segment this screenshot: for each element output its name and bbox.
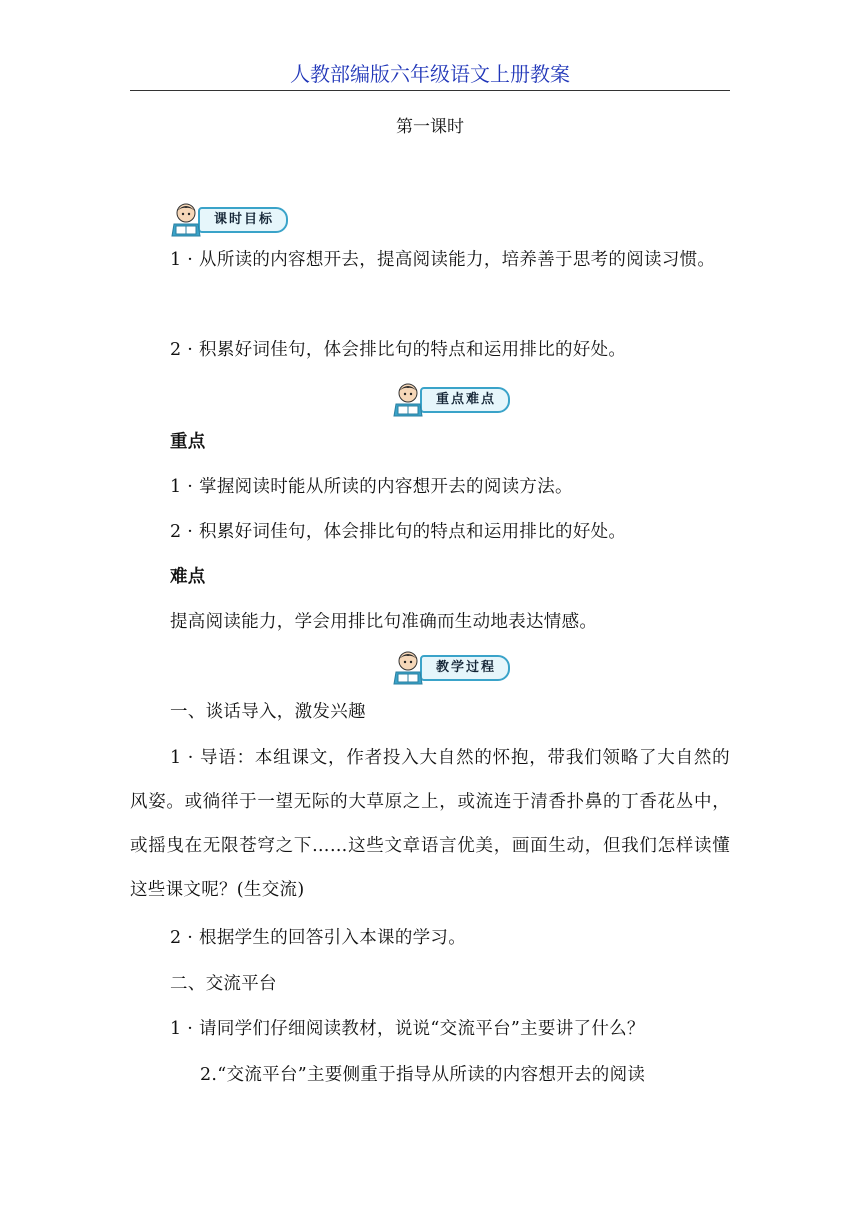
key-points-badge-label: 重点难点 xyxy=(420,387,510,413)
student-reading-icon xyxy=(170,202,204,238)
section-1-paragraph-2: 2 · 根据学生的回答引入本课的学习。 xyxy=(170,928,467,948)
key-heading: 重点 xyxy=(170,432,206,452)
section-2-paragraph-2: 2.“交流平台”主要侧重于指导从所读的内容想开去的阅读 xyxy=(200,1065,646,1085)
section-2-paragraph-1: 1 · 请同学们仔细阅读教材，说说“交流平台”主要讲了什么？ xyxy=(170,1019,645,1039)
process-badge-label: 教学过程 xyxy=(420,655,510,681)
key-points-badge xyxy=(392,382,510,418)
lesson-title: 第一课时 xyxy=(396,117,464,137)
student-reading-icon xyxy=(392,382,426,418)
difficulty-heading: 难点 xyxy=(170,567,206,587)
difficulty-1: 提高阅读能力，学会用排比句准确而生动地表达情感。 xyxy=(170,612,598,632)
section-1-heading: 一、谈话导入，激发兴趣 xyxy=(170,702,366,722)
objective-2: 2 · 积累好词佳句，体会排比句的特点和运用排比的好处。 xyxy=(170,340,627,360)
process-badge xyxy=(392,650,510,686)
key-point-1: 1 · 掌握阅读时能从所读的内容想开去的阅读方法。 xyxy=(170,477,573,497)
key-point-2: 2 · 积累好词佳句，体会排比句的特点和运用排比的好处。 xyxy=(170,522,627,542)
section-1-paragraph-1: 1 · 导语：本组课文，作者投入大自然的怀抱，带我们领略了大自然的风姿。或徜徉于一望无际的大草原之上，或流连于清香扑鼻的丁香花丛中，或摇曳在无限苍穹之下……这些文章语言优美，画面生动，但我们怎样读懂这些课文呢？(生交流) xyxy=(130,748,730,900)
section-2-heading: 二、交流平台 xyxy=(170,974,277,994)
objectives-badge xyxy=(170,202,288,238)
objectives-badge-label: 课时目标 xyxy=(198,207,288,233)
page-header-title: 人教部编版六年级语文上册教案 xyxy=(130,58,730,91)
objective-1: 1 · 从所读的内容想开去，提高阅读能力，培养善于思考的阅读习惯。 xyxy=(170,250,716,270)
student-reading-icon xyxy=(392,650,426,686)
